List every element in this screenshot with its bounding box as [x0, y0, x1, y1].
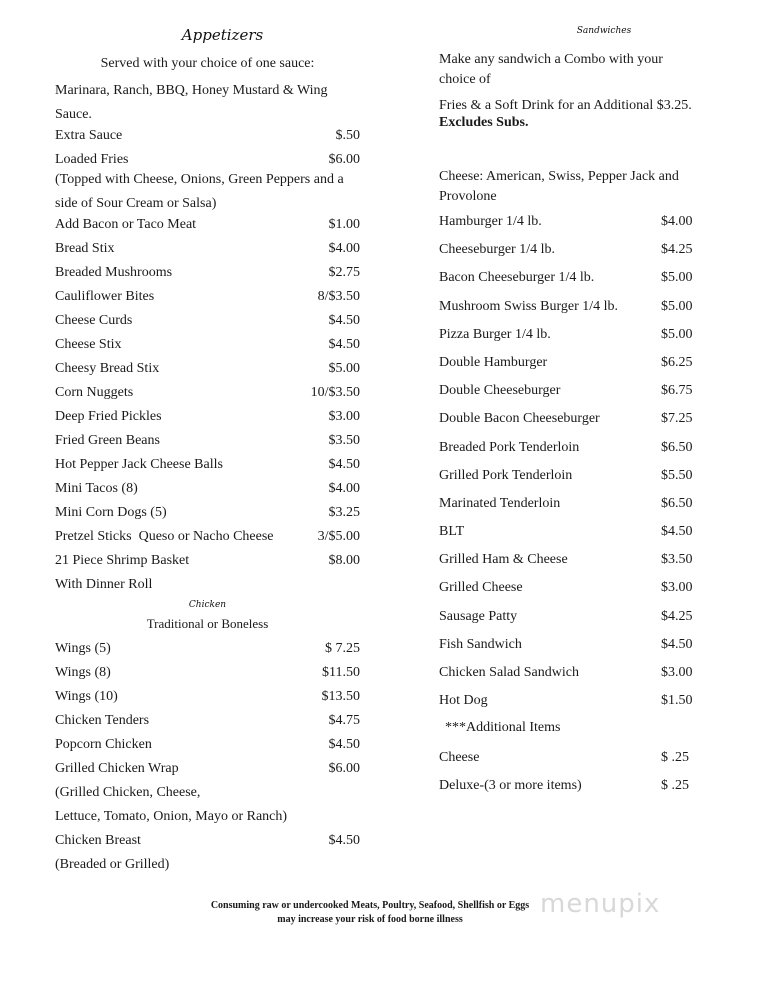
menu-item: Cheese Curds $4.50	[55, 313, 360, 328]
menu-item: Marinated Tenderloin $6.50	[439, 495, 693, 511]
chicken-heading: Chicken	[188, 600, 227, 610]
appetizers-heading: Appetizers	[181, 26, 264, 44]
menu-item: Bacon Cheeseburger 1/4 lb. $5.00	[439, 270, 693, 286]
menu-item: Sausage Patty $4.25	[439, 608, 693, 624]
sauce-intro: Served with your choice of one sauce:	[100, 56, 315, 71]
combo-offer-detail: Fries & a Soft Drink for an Additional $3.25.	[439, 98, 692, 113]
combo-offer: Make any sandwich a Combo with your choice of	[439, 52, 663, 87]
menu-item: Corn Nuggets 10/$3.50	[55, 385, 360, 400]
menu-item: Grilled Ham & Cheese $3.50	[439, 552, 693, 568]
disclaimer-line-1: Consuming raw or undercooked Meats, Poultry, Seafood, Shellfish or Eggs	[210, 900, 530, 911]
food-safety-disclaimer	[150, 899, 590, 927]
menu-item: Chicken Breast $4.50	[55, 833, 360, 848]
menu-item: Pretzel Sticks Queso or Nacho Cheese 3/$5.00	[55, 529, 360, 544]
item-description: (Topped with Cheese, Onions, Green Peppers and a side of Sour Cream or Salsa)	[55, 172, 344, 211]
left-column	[55, 26, 360, 873]
menu-item: Double Bacon Cheeseburger $7.25	[439, 411, 693, 427]
item-description: (Grilled Chicken, Cheese,	[55, 785, 201, 800]
menu-item: Mushroom Swiss Burger 1/4 lb. $5.00	[439, 298, 693, 314]
cheese-options: Cheese: American, Swiss, Pepper Jack and Provolone	[439, 169, 679, 204]
menu-item: 21 Piece Shrimp Basket $8.00	[55, 553, 360, 568]
sauce-list: Marinara, Ranch, BBQ, Honey Mustard & Wing Sauce.	[55, 83, 328, 122]
item-description: Lettuce, Tomato, Onion, Mayo or Ranch)	[55, 809, 288, 824]
add-on-item: Deluxe-(3 or more items) $ .25	[439, 777, 689, 793]
combo-exclusion: Excludes Subs.	[439, 115, 529, 130]
menu-item: Double Cheeseburger $6.75	[439, 383, 693, 399]
menu-item: Breaded Pork Tenderloin $6.50	[439, 439, 693, 455]
menu-item: Cheeseburger 1/4 lb. $4.25	[439, 242, 693, 258]
menu-item: Chicken Salad Sandwich $3.00	[439, 665, 693, 680]
menu-item: BLT $4.50	[439, 524, 693, 540]
menu-item: Wings (5) $ 7.25	[55, 641, 360, 656]
item-description: With Dinner Roll	[55, 577, 153, 592]
menu-item: Loaded Fries $6.00	[55, 152, 360, 167]
menu-item: Fried Green Beans $3.50	[55, 433, 360, 448]
menu-item: Wings (8) $11.50	[55, 665, 360, 680]
menu-item: Popcorn Chicken $4.50	[55, 737, 360, 752]
chicken-subtitle: Traditional or Boneless	[146, 616, 269, 631]
menu-item: Bread Stix $4.00	[55, 241, 360, 256]
watermark-logo: menupix	[540, 889, 661, 919]
menu-item: Cheesy Bread Stix $5.00	[55, 361, 360, 376]
menu-item: Double Hamburger $6.25	[439, 354, 693, 370]
menu-item: Chicken Tenders $4.75	[55, 713, 360, 728]
menu-item: Wings (10) $13.50	[55, 689, 360, 704]
sandwiches-heading: Sandwiches	[576, 26, 632, 36]
menu-item: Pizza Burger 1/4 lb. $5.00	[439, 326, 693, 342]
menu-item: Mini Corn Dogs (5) $3.25	[55, 505, 360, 520]
menu-item: Grilled Cheese $3.00	[439, 580, 693, 596]
menu-item: Hot Pepper Jack Cheese Balls $4.50	[55, 457, 360, 472]
menu-item: Hamburger 1/4 lb. $4.00	[439, 214, 693, 229]
menu-item: Deep Fried Pickles $3.00	[55, 409, 360, 424]
menu-item: Add Bacon or Taco Meat $1.00	[55, 217, 360, 232]
menu-item: Hot Dog $1.50	[439, 693, 693, 709]
menu-item: Extra Sauce $.50	[55, 128, 360, 143]
menu-item: Grilled Chicken Wrap $6.00	[55, 761, 360, 776]
menu-item: Mini Tacos (8) $4.00	[55, 481, 360, 496]
menu-item: Cauliflower Bites 8/$3.50	[55, 289, 360, 304]
right-column	[439, 26, 739, 805]
menu-item: Breaded Mushrooms $2.75	[55, 265, 360, 280]
menu-item: Fish Sandwich $4.50	[439, 636, 693, 652]
additional-items-heading: ***Additional Items	[445, 720, 561, 736]
item-description: (Breaded or Grilled)	[55, 857, 170, 872]
add-on-item: Cheese $ .25	[439, 749, 689, 765]
menu-item: Grilled Pork Tenderloin $5.50	[439, 467, 693, 483]
disclaimer-line-2: may increase your risk of food borne illness	[277, 914, 463, 925]
menu-item: Cheese Stix $4.50	[55, 337, 360, 352]
